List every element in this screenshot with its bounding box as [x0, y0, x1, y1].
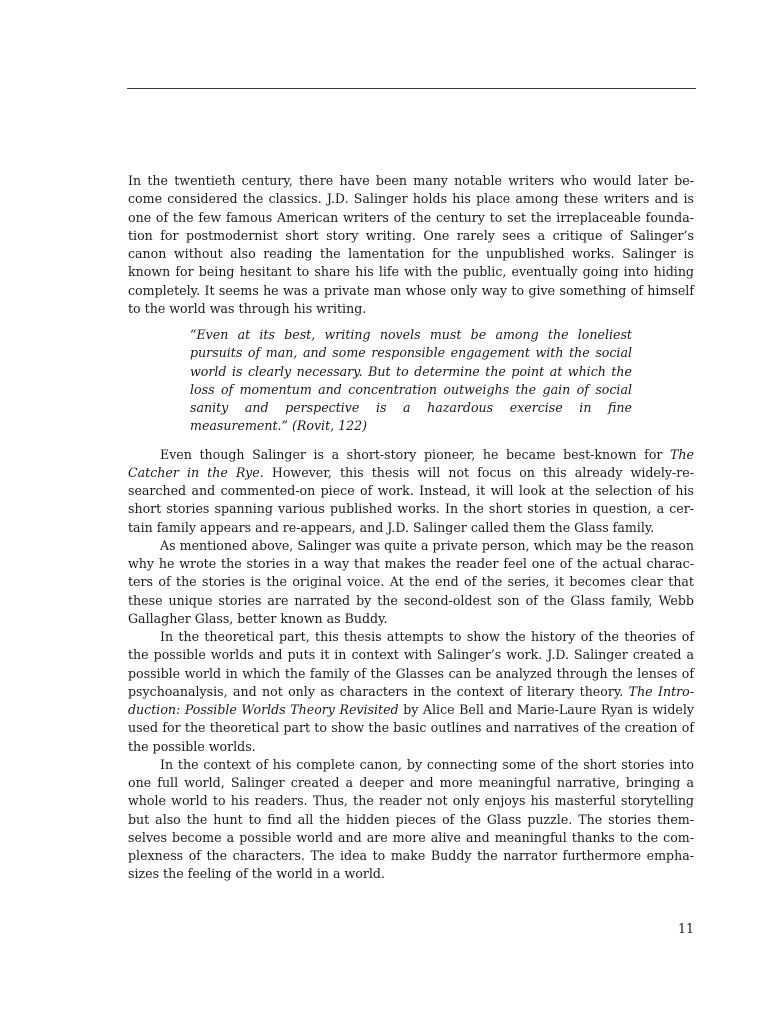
paragraph-private-person: As mentioned above, Salinger was quite a private person, which may be the reason why he wrote the stories in a way that makes the reader feel one of the actual characters of the stories is the original voice. At the end of the series, it becomes clear that these unique stories are narrated by the second-oldest son of the Glass family, Webb Gallagher Glass, better known as Buddy.	[128, 537, 694, 626]
block-quote-text: “Even at its best, writing novels must be among the loneliest pursuits of man, and some responsible engagement with the social world is clearly necessary. But to determine the point at which the loss of momentum and concentration outweighs the gain of social sanity and perspective is a hazardous exercise in fine measurement.” (Rovit, 122)	[190, 327, 632, 434]
block-quote	[190, 326, 632, 436]
paragraph-theoretical-text-b: by Alice Bell and Marie-Laure Ryan is widely used for the theoretical part to show the basic outlines and narratives of the creation of the possible worlds.	[128, 702, 694, 754]
book-title-catcher: The Catcher in the Rye	[128, 446, 694, 480]
page-number: 11	[677, 921, 694, 936]
paragraph-catcher	[128, 446, 694, 537]
paragraph-theoretical-part	[128, 628, 694, 756]
paragraph-intro: In the twentieth century, there have been many notable writers who would later become considered the classics. J.D. Salinger holds his place among these writers and is one of the few famous American writers of the century to set the irreplaceable foundation for postmodernist short story writing. One rarely sees a critique of Salinger’s canon without also reading the lamentation for the unpublished works. Salinger is known for being hesitant to share his life with the public, eventually going into hiding completely. It seems he was a private man whose only way to give something of himself to the world was through his writing.	[128, 173, 694, 316]
header-rule	[127, 88, 696, 89]
paragraph-catcher-text-b: . However, this thesis will not focus on this already widely-researched and commented-on piece of work. Instead, it will look at the selection of his short stories spanning various published works. In the short stories in question, a certain family appears and re-appears, and J.D. Salinger called them the Glass family.	[128, 464, 694, 535]
paragraph-complete-canon: In the context of his complete canon, by connecting some of the short stories into one full world, Salinger created a deeper and more meaningful narrative, bringing a whole world to his readers. Thus, the reader not only enjoys his masterful storytelling but also the hunt to find all the hidden pieces of the Glass puzzle. The stories themselves become a possible world and are more alive and meaningful thanks to the complexness of the characters. The idea to make Buddy the narrator furthermore emphasizes the feeling of the world in a world.	[128, 756, 694, 882]
book-title-possible-worlds: The Introduction: Possible Worlds Theory Revisited	[128, 683, 695, 717]
paragraph-catcher-text-a: Even though Salinger is a short-story pioneer, he became best-known for	[160, 446, 671, 462]
paragraph-theoretical-text-a: In the theoretical part, this thesis attempts to show the history of the theories of the possible worlds and puts it in context with Salinger’s work. J.D. Salinger created a possible world in which the family of the Glasses can be analyzed through the lenses of psychoanalysis, and not only as characters in the context of literary theory.	[128, 629, 694, 699]
body-text	[128, 172, 694, 884]
